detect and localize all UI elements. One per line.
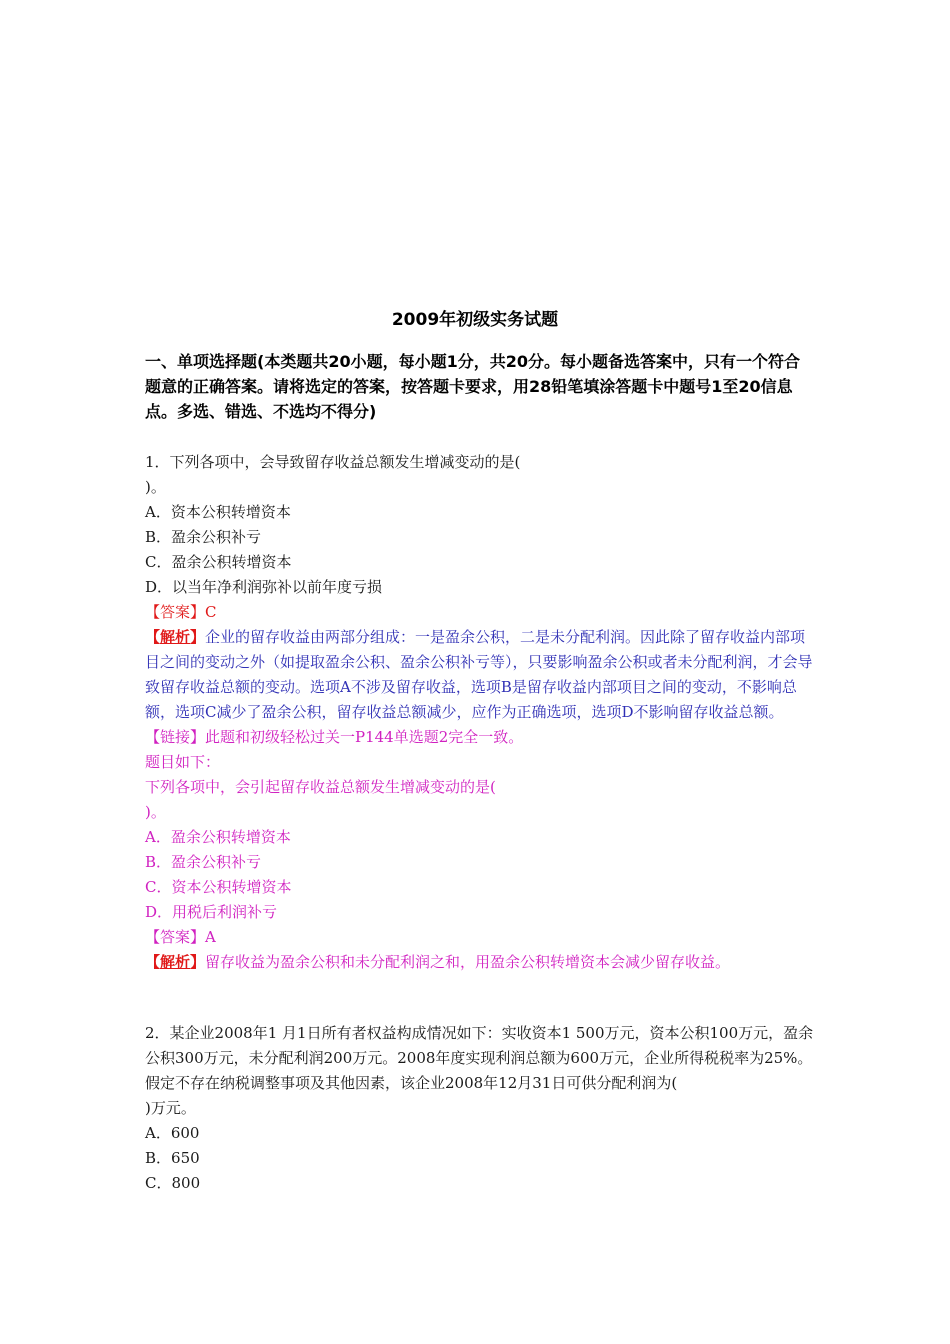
related-option-a: A．盈余公积转增资本 (145, 828, 291, 846)
related-analysis-bracket-close: 】 (190, 953, 206, 971)
related-analysis (145, 950, 815, 975)
related-stem: 下列各项中，会引起留存收益总额发生增减变动的是( (145, 778, 496, 796)
question-1-analysis (145, 625, 815, 725)
related-analysis-text: 留存收益为盈余公积和未分配利润之和，用盈余公积转增资本会减少留存收益。 (205, 953, 731, 971)
question-2-stem: 2．某企业2008年1 月1日所有者权益构成情况如下：实收资本1 500万元，资本公积100万元，盈余公积300万元，未分配利润200万元。2008年度实现利润总额为600万元，企业所得税税率为25%。假定不存在纳税调整事项及其他因素，该企业2008年12月31日可供分配利润为( (145, 1024, 814, 1092)
section-heading: 一、单项选择题(本类题共20小题，每小题1分，共20分。每小题备选答案中，只有一个符合题意的正确答案。请将选定的答案，按答题卡要求，用28铅笔填涂答题卡中题号1至20信息点。多选、错选、不选均不得分) (145, 352, 800, 421)
question-2-option-c: C．800 (145, 1174, 201, 1192)
question-1-stem: 1．下列各项中，会导致留存收益总额发生增减变动的是( (145, 453, 521, 471)
related-option-d: D．用税后利润补亏 (145, 903, 278, 921)
analysis-bracket-close: 】 (190, 628, 206, 646)
question-2-option-b: B．650 (145, 1149, 200, 1167)
related-option-b: B．盈余公积补亏 (145, 853, 262, 871)
document-title: 2009年初级实务试题 (391, 310, 559, 330)
question-1-option-d: D．以当年净利润弥补以前年度亏损 (145, 578, 383, 596)
related-analysis-label: 解析 (160, 953, 191, 971)
related-stem-tail: )。 (145, 803, 166, 821)
question-1-link: 【链接】此题和初级轻松过关一P144单选题2完全一致。 (145, 728, 524, 746)
related-option-c: C．资本公积转增资本 (145, 878, 292, 896)
question-1-option-a: A．资本公积转增资本 (145, 503, 291, 521)
analysis-label: 解析 (160, 628, 191, 646)
answer-value: C (205, 603, 217, 621)
question-1 (145, 450, 815, 975)
answer-label: 【答案】 (145, 603, 206, 621)
question-1-answer (145, 600, 815, 625)
question-2-option-a: A．600 (145, 1124, 200, 1142)
analysis-text: 企业的留存收益由两部分组成：一是盈余公积，二是未分配利润。因此除了留存收益内部项目之间的变动之外（如提取盈余公积、盈余公积补亏等），只要影响盈余公积或者未分配利润，才会导致留存收益总额的变动。选项A不涉及留存收益，选项B是留存收益内部项目之间的变动，不影响总额，选项C减少了盈余公积，留存收益总额减少，应作为正确选项，选项D不影响留存收益总额。 (145, 628, 813, 721)
related-intro: 题目如下： (145, 753, 221, 771)
related-answer: 【答案】A (145, 928, 216, 946)
question-1-stem-tail: )。 (145, 478, 166, 496)
question-1-option-c: C．盈余公积转增资本 (145, 553, 292, 571)
related-analysis-bracket-open: 【 (145, 953, 161, 971)
question-1-option-b: B．盈余公积补亏 (145, 528, 262, 546)
question-2 (145, 1021, 815, 1196)
analysis-bracket-open: 【 (145, 628, 161, 646)
question-2-stem-tail: )万元。 (145, 1099, 196, 1117)
